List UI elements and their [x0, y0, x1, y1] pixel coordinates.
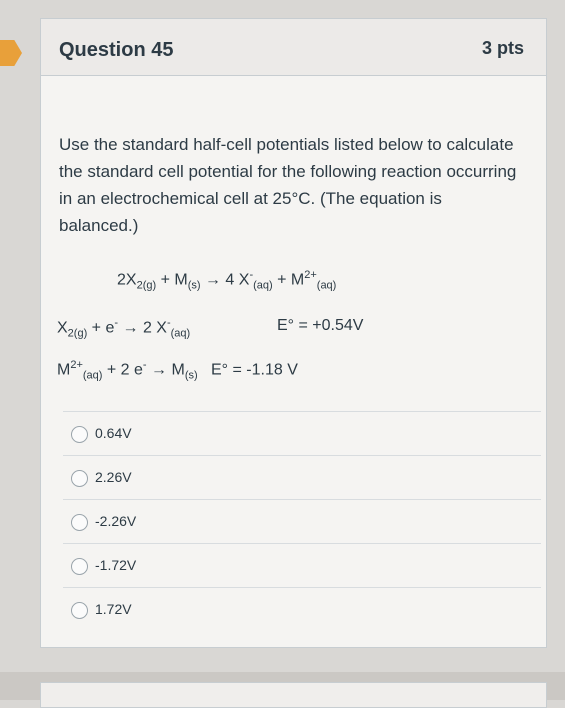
- question-points: 3 pts: [481, 38, 524, 58]
- half-reaction-subscript: (aq): [170, 327, 191, 340]
- half-reaction-1-potential: E° = +0.54V: [277, 317, 364, 334]
- reaction-term: + M: [272, 271, 305, 289]
- reaction-subscript: (s): [187, 279, 201, 292]
- radio-button[interactable]: [71, 558, 88, 575]
- next-question-card-edge: [40, 682, 547, 708]
- radio-button[interactable]: [71, 426, 88, 443]
- answer-option[interactable]: [63, 587, 541, 631]
- reaction-superscript: 2+: [304, 269, 317, 281]
- half-reaction-term: M: [57, 361, 71, 379]
- answer-option[interactable]: [63, 499, 541, 543]
- question-card: [40, 18, 547, 648]
- question-text: Use the standard half-cell potentials listed below to calculate the standard cell potential for the following reaction occurring in an electrochemical cell at 25°C. (The equation is balanced.): [59, 135, 517, 235]
- answer-list: [63, 411, 541, 631]
- half-reaction-term: X: [57, 319, 68, 337]
- half-reaction-superscript: -: [166, 317, 171, 329]
- answer-option[interactable]: [63, 543, 541, 587]
- reaction-subscript: (aq): [253, 279, 273, 292]
- answer-label: 1.72V: [95, 601, 132, 617]
- radio-button[interactable]: [71, 514, 88, 531]
- half-reaction-subscript: 2(g): [67, 327, 88, 340]
- half-reaction-term: + 2 e: [102, 361, 143, 379]
- radio-button[interactable]: [71, 470, 88, 487]
- half-reaction-superscript: -: [142, 359, 147, 371]
- half-reaction-term: → M: [146, 361, 185, 379]
- question-header: [41, 19, 546, 76]
- radio-button[interactable]: [71, 602, 88, 619]
- half-reaction-term: → 2 X: [118, 319, 167, 337]
- half-reaction-superscript: -: [114, 317, 119, 329]
- question-title: Question 45: [59, 39, 174, 61]
- answer-label: -1.72V: [95, 557, 137, 573]
- reaction-term: 2X: [117, 271, 137, 289]
- half-reaction-term: + e: [87, 319, 115, 337]
- answer-label: 2.26V: [95, 469, 132, 485]
- overall-reaction: [117, 269, 336, 292]
- answer-option[interactable]: [63, 455, 541, 499]
- half-reaction-2-potential: E° = -1.18 V: [210, 361, 298, 379]
- reaction-term: → 4 X: [200, 271, 250, 289]
- answer-option[interactable]: [63, 411, 541, 455]
- reaction-subscript: (aq): [316, 279, 337, 292]
- half-reaction-subscript: (s): [184, 369, 198, 382]
- half-reaction-superscript: 2+: [70, 359, 83, 371]
- current-question-marker: [0, 40, 22, 66]
- reaction-term: + M: [156, 271, 188, 289]
- half-reaction-subscript: (aq): [82, 369, 103, 382]
- answer-label: -2.26V: [95, 513, 137, 529]
- answer-label: 0.64V: [95, 425, 132, 441]
- half-reaction-1: [57, 317, 190, 340]
- reaction-subscript: 2(g): [136, 279, 157, 292]
- half-reaction-2: [57, 359, 298, 382]
- reaction-superscript: -: [249, 269, 254, 281]
